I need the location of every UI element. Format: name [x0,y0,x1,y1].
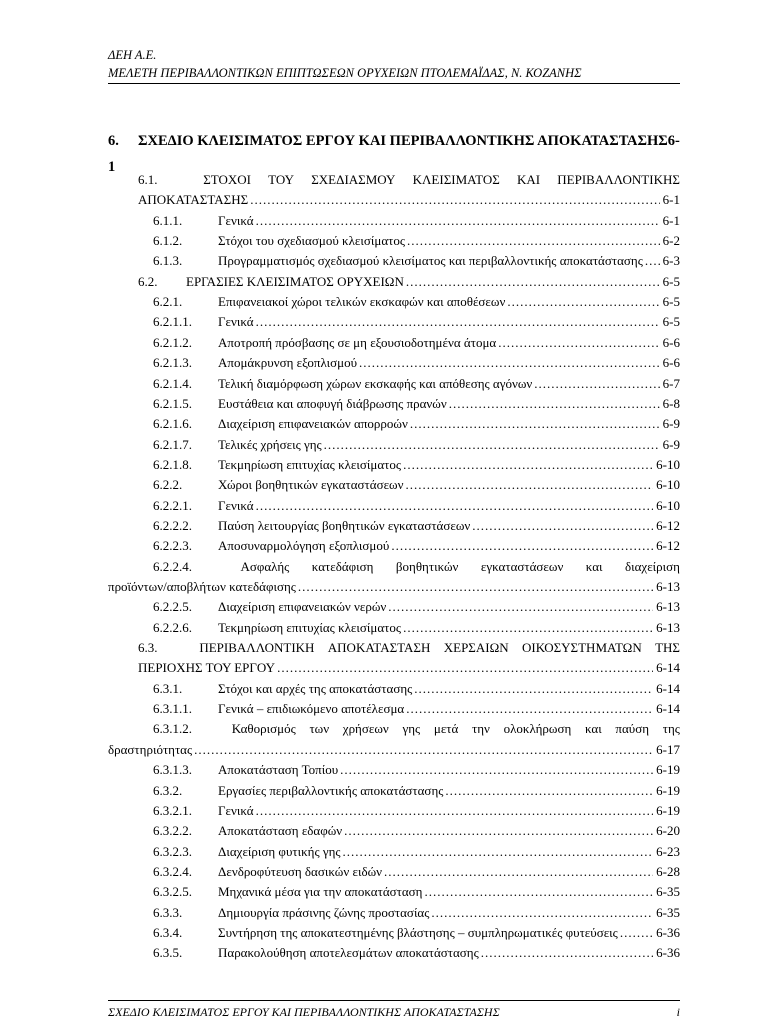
toc-entry-page: 6-5 [662,294,680,310]
toc-entry-number: 6.1.2. [153,233,183,249]
toc-leader-dots [472,518,653,534]
toc-leader-dots [384,864,653,880]
toc-entry-page: 6-14 [656,660,680,676]
toc-entry-number: 6.2.1.1. [153,314,192,330]
toc-entry-page: 6-17 [656,741,680,757]
toc-entry-page: 6-14 [656,701,680,717]
toc-entry-page: 6-1 [662,192,680,208]
toc-entry[interactable] [153,945,680,961]
toc-entry-title: Στόχοι του σχεδιασμού κλεισίματος [218,233,406,249]
toc-entry-number: 6.2.2.6. [153,619,192,635]
toc-entry-title: Εργασίες περιβαλλοντικής αποκατάστασης [218,782,444,798]
toc-entry[interactable] [153,905,680,921]
footer-title: ΣΧΕΔΙΟ ΚΛΕΙΣΙΜΑΤΟΣ ΕΡΓΟΥ ΚΑΙ ΠΕΡΙΒΑΛΛΟΝΤΙΚΗΣ ΑΠΟΚΑΤΑΣΤΑΣΗΣ [108,1005,500,1019]
toc-entry-title-word: ΣΧΕΔΙΑΣΜΟΥ [311,172,396,187]
toc-entry-title: Γενικά [218,314,254,330]
toc-entry[interactable] [153,925,680,941]
toc-entry-number: 6.1. [138,172,158,187]
toc-entry[interactable] [153,437,680,453]
toc-leader-dots [414,681,653,697]
toc-leader-dots [405,477,653,493]
toc-entry-title-word: των [309,721,330,737]
toc-entry-page: 6-12 [656,517,680,533]
toc-entry-number: 6.2.1.6. [153,416,192,432]
toc-entry-title-word: διαχείριση [624,558,680,574]
toc-entry-title: Αποκατάσταση Τοπίου [218,762,339,778]
toc-entry-number: 6.3.4. [153,924,183,940]
toc-entry-page: 6-6 [662,334,680,350]
toc-entry-page: 6-12 [656,538,680,554]
toc-entry-title-word: ΟΙΚΟΣΥΣΤΗΜΑΤΩΝ [522,640,642,656]
toc-leader-dots [298,579,653,595]
toc-leader-dots [250,192,659,208]
toc-entry-number: 6.2.2.4. [153,558,192,574]
toc-entry-page: 6-36 [656,945,680,961]
toc-entry[interactable] [108,579,680,595]
toc-entry-page: 6-23 [656,843,680,859]
toc-entry-number: 6.3.2.4. [153,863,192,879]
toc-entry-page: 6-28 [656,863,680,879]
toc-entry[interactable] [153,823,680,839]
toc-entry-title: Παρακολούθηση αποτελεσμάτων αποκατάστασης [218,945,479,961]
toc-leader-dots [507,294,659,310]
toc-entry-number: 6.2.2.5. [153,599,192,615]
toc-entry-title: Δενδροφύτευση δασικών ειδών [218,863,383,879]
toc-leader-dots [256,803,654,819]
toc-entry[interactable] [153,783,680,799]
toc-entry-number: 6.3.1.1. [153,701,192,717]
toc-entry-title-word: ολοκλήρωση [503,721,572,737]
toc-entry-number: 6.2.2.3. [153,538,192,554]
toc-entry-title-word: της [662,721,680,737]
toc-leader-dots [324,437,660,453]
page-footer [108,1000,680,1020]
header-organization: ΔΕΗ Α.Ε. [108,48,157,62]
toc-entry[interactable] [138,192,680,208]
toc-entry-number: 6.3.1.2. [153,721,192,737]
toc-leader-dots [403,620,653,636]
toc-entry-title: Δημιουργία πράσινης ζώνης προστασίας [218,904,430,920]
toc-entry-number: 6.2.1.5. [153,395,192,411]
toc-entry-title: Διαχείριση επιφανειακών νερών [218,599,387,615]
toc-leader-dots [498,335,659,351]
toc-leader-dots [403,457,653,473]
toc-entry-title-word: ΑΠΟΚΑΤΑΣΤΑΣΗ [327,640,431,656]
toc-entry-line[interactable] [138,640,680,656]
toc-entry-title: Τεκμηρίωση επιτυχίας κλεισίματος [218,619,402,635]
toc-entry-page: 6-20 [656,823,680,839]
toc-entry[interactable] [153,620,680,636]
toc-entry-page: 6-13 [656,599,680,615]
toc-entry-number: 6.2.2.1. [153,497,192,513]
toc-leader-dots [391,538,653,554]
toc-leader-dots [445,783,653,799]
toc-entry-title-word: ΤΟΥ [268,172,294,187]
toc-entry-page: 6-19 [656,802,680,818]
toc-entry-page: 6-6 [662,355,680,371]
chapter-title: ΣΧΕΔΙΟ ΚΛΕΙΣΙΜΑΤΟΣ ΕΡΓΟΥ ΚΑΙ ΠΕΡΙΒΑΛΛΟΝΤΙΚΗΣ ΑΠΟΚΑΤΑΣΤΑΣΗΣ [138,133,668,149]
toc-entry[interactable] [153,864,680,880]
toc-entry-page: 6-9 [662,436,680,452]
toc-entry-page: 6-10 [656,497,680,513]
toc-entry-page: 6-3 [662,253,680,269]
toc-entry-title: Ευστάθεια και αποφυγή διάβρωσης πρανών [218,395,447,411]
toc-entry-number: 6.1.3. [153,253,183,269]
toc-entry-number: 6.3.1. [153,680,183,696]
toc-leader-dots [194,742,653,758]
toc-leader-dots [406,274,660,290]
toc-entry-title: Απομάκρυνση εξοπλισμού [218,355,358,371]
toc-entry-number: 6.3.2.3. [153,843,192,859]
toc-entry-page: 6-8 [662,395,680,411]
toc-entry-page: 6-7 [662,375,680,391]
toc-entry-title-word: μετά [433,721,459,737]
toc-entry-title-continued: προϊόντων/αποβλήτων κατεδάφισης [108,579,296,594]
toc-entry-line[interactable] [138,172,680,188]
toc-entry[interactable] [153,701,680,717]
toc-entry-page: 6-10 [656,477,680,493]
toc-entry-title: Γενικά [218,802,254,818]
toc-entry[interactable] [153,477,680,493]
toc-entry-title-word: χρήσεων [342,721,389,737]
toc-entry-title-continued: δραστηριότητας [108,741,193,757]
toc-entry-title: Προγραμματισμός σχεδιασμού κλεισίματος και περιβαλλοντικής αποκατάστασης [218,253,643,269]
toc-entry-number: 6.3.2.1. [153,802,192,818]
toc-entry-title: Τελική διαμόρφωση χώρων εκσκαφής και απόθεσης αγόνων [218,375,533,391]
toc-entry-number: 6.2.1.2. [153,334,192,350]
toc-entry[interactable] [138,660,680,676]
toc-entry-number: 6.2.1.7. [153,436,192,452]
toc-entry-line[interactable] [153,559,680,575]
toc-entry-page: 6-14 [656,680,680,696]
toc-entry[interactable] [138,274,680,290]
toc-entry-page: 6-36 [656,924,680,940]
toc-entry-number: 6.3. [138,640,158,656]
toc-leader-dots [534,376,659,392]
toc-entry-page: 6-1 [662,212,680,228]
toc-entry-title: Αποκατάσταση εδαφών [218,823,343,839]
toc-entry-title-word: γης [402,721,421,737]
toc-entry-title-word: ΠΕΡΙΒΑΛΛΟΝΤΙΚΗ [199,640,315,656]
toc-leader-dots [256,314,660,330]
toc-entry-title-word: την [472,721,490,737]
toc-entry-page: 6-5 [662,273,680,289]
toc-entry-title: Συντήρηση της αποκατεστημένης βλάστησης – συμπληρωματικές φυτεύσεις [218,924,618,940]
toc-entry-title-word: ΚΑΙ [516,172,541,187]
toc-entry-title-continued: ΠΕΡΙΟΧΗΣ ΤΟΥ ΕΡΓΟΥ [138,660,276,676]
toc-entry-number: 6.3.5. [153,945,183,961]
toc-entry[interactable] [153,253,680,269]
toc-entry-title: Τεκμηρίωση επιτυχίας κλεισίματος [218,456,402,472]
toc-leader-dots [481,945,653,961]
toc-leader-dots [277,660,653,676]
toc-entry[interactable] [153,314,680,330]
toc-leader-dots [340,762,653,778]
toc-leader-dots [431,905,653,921]
toc-entry-line[interactable] [153,721,680,737]
toc-entry[interactable] [153,335,680,351]
toc-entry-title: Γενικά [218,497,254,513]
toc-entry[interactable] [153,681,680,697]
toc-entry-number: 6.3.3. [153,904,183,920]
toc-entry-title: Τελικές χρήσεις γης [218,436,322,452]
toc-entry-number: 6.2.1.3. [153,355,192,371]
toc-leader-dots [449,396,660,412]
toc-entry-title: Παύση λειτουργίας βοηθητικών εγκαταστάσεων [218,517,471,533]
footer-page-number: i [676,1005,680,1019]
chapter-page: 6-1 [108,133,680,175]
toc-entry-title-word: παύση [615,721,650,737]
toc-leader-dots [388,599,653,615]
toc-entry-title-word: Ασφαλής [240,558,290,574]
toc-entry-title: Επιφανειακοί χώροι τελικών εκσκαφών και αποθέσεων [218,294,506,310]
toc-leader-dots [256,213,660,229]
toc-entry-title: Αποτροπή πρόσβασης σε μη εξουσιοδοτημένα άτομα [218,334,497,350]
toc-entry-page: 6-35 [656,904,680,920]
toc-entry[interactable] [153,518,680,534]
toc-leader-dots [344,823,653,839]
toc-entry[interactable] [153,457,680,473]
toc-entry-number: 6.2. [138,273,158,289]
toc-entry-title-word: βοηθητικών [395,558,459,574]
toc-entry-number: 6.2.2. [153,477,183,493]
toc-entry[interactable] [153,376,680,392]
toc-entry-number: 6.2.1. [153,294,183,310]
toc-entry-title: Μηχανικά μέσα για την αποκατάσταση [218,884,423,900]
toc-entry[interactable] [108,742,680,758]
toc-entry-title-word: ΧΕΡΣΑΙΩΝ [443,640,509,656]
toc-leader-dots [410,416,660,432]
toc-entry-number: 6.3.2.5. [153,884,192,900]
header-study-title: ΜΕΛΕΤΗ ΠΕΡΙΒΑΛΛΟΝΤΙΚΩΝ ΕΠΙΠΤΩΣΕΩΝ ΟΡΥΧΕΙΩΝ ΠΤΟΛΕΜΑΪΔΑΣ, Ν. ΚΟΖΑΝΗΣ [108,66,582,80]
toc-leader-dots [407,233,660,249]
toc-entry-title: ΕΡΓΑΣΙΕΣ ΚΛΕΙΣΙΜΑΤΟΣ ΟΡΥΧΕΙΩΝ [186,273,404,289]
page-header [108,46,680,84]
toc-entry[interactable] [153,762,680,778]
toc-entry-title: Διαχείριση φυτικής γης [218,843,341,859]
toc-entry-title: Γενικά – επιδιωκόμενο αποτέλεσμα [218,701,405,717]
toc-entry-number: 6.2.1.4. [153,375,192,391]
toc-entry-title-word: και [584,721,602,737]
toc-entry-page: 6-5 [662,314,680,330]
toc-entry[interactable] [153,884,680,900]
toc-entry-title-word: ΣΤΟΧΟΙ [203,172,251,187]
toc-entry-number: 6.2.2.2. [153,517,192,533]
toc-entry-page: 6-13 [656,579,680,594]
toc-entry-title-continued: ΑΠΟΚΑΤΑΣΤΑΣΗΣ [138,192,249,208]
toc-leader-dots [343,844,654,860]
toc-entry-page: 6-35 [656,884,680,900]
toc-entry[interactable] [153,538,680,554]
toc-entry-number: 6.1.1. [153,212,183,228]
toc-entry-page: 6-2 [662,233,680,249]
toc-leader-dots [424,884,653,900]
toc-entry-number: 6.3.2. [153,782,183,798]
toc-entry-title: Γενικά [218,212,254,228]
toc-entry-title: Διαχείριση επιφανειακών απορροών [218,416,408,432]
chapter-number: 6. [108,133,119,149]
toc-entry-page: 6-9 [662,416,680,432]
toc-entry-title: Αποσυναρμολόγηση εξοπλισμού [218,538,390,554]
toc-entry[interactable] [153,498,680,514]
toc-entry-title: Χώροι βοηθητικών εγκαταστάσεων [218,477,404,493]
toc-entry[interactable] [153,416,680,432]
toc-entry-number: 6.2.1.8. [153,456,192,472]
toc-entry[interactable] [153,294,680,310]
toc-entry[interactable] [153,599,680,615]
toc-leader-dots [645,253,660,269]
toc-entry-title-word: ΤΗΣ [655,640,680,656]
toc-entry-title-word: κατεδάφιση [311,558,374,574]
toc-entry-number: 6.3.2.2. [153,823,192,839]
toc-entry-number: 6.3.1.3. [153,762,192,778]
toc-entry[interactable] [153,213,680,229]
toc-leader-dots [359,355,660,371]
toc-entry-page: 6-19 [656,762,680,778]
toc-leader-dots [406,701,653,717]
toc-entry-title-word: ΠΕΡΙΒΑΛΛΟΝΤΙΚΗΣ [557,172,680,187]
toc-entry-page: 6-19 [656,782,680,798]
toc-entry[interactable] [153,233,680,249]
toc-entry-title-word: εγκαταστάσεων [480,558,564,574]
toc-entry-title: Στόχοι και αρχές της αποκατάστασης [218,680,413,696]
toc-entry-title-word: Καθορισμός [231,721,296,737]
toc-entry[interactable] [153,355,680,371]
toc-entry-page: 6-10 [656,456,680,472]
toc-entry[interactable] [153,803,680,819]
toc-entry[interactable] [153,844,680,860]
toc-entry-title-word: ΚΛΕΙΣΙΜΑΤΟΣ [412,172,500,187]
toc-leader-dots [620,925,653,941]
toc-entry-page: 6-13 [656,619,680,635]
toc-entry[interactable] [153,396,680,412]
toc-leader-dots [256,498,654,514]
toc-entry-title-word: και [585,558,603,574]
